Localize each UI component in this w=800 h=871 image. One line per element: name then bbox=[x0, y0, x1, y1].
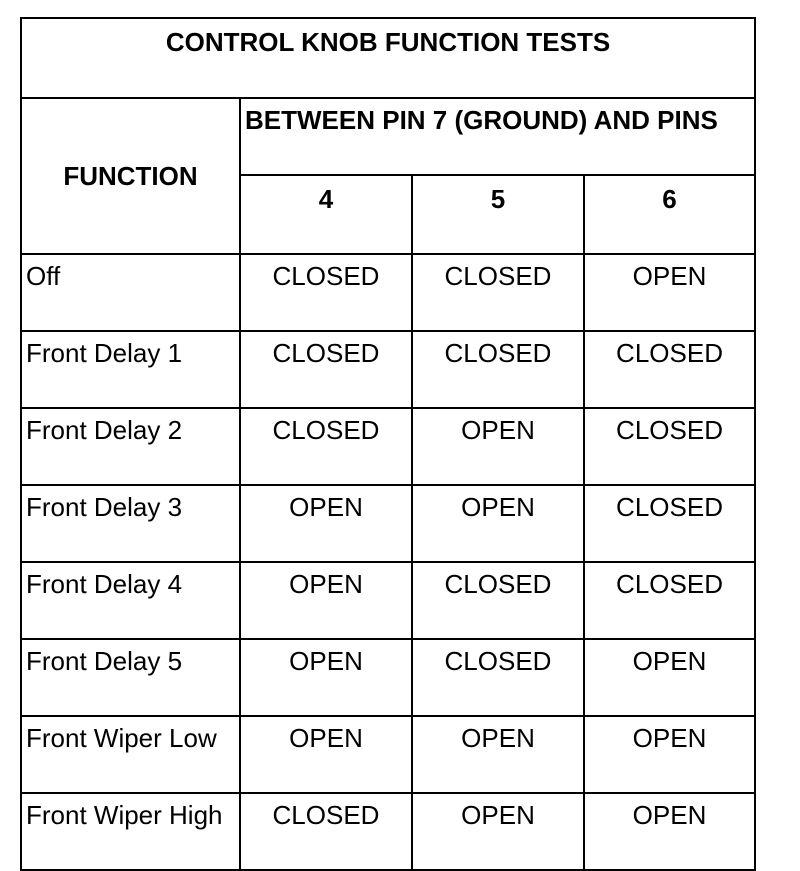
pin-6-cell: CLOSED bbox=[584, 408, 755, 485]
pin-4-cell: OPEN bbox=[240, 716, 412, 793]
header-row-1 bbox=[21, 98, 755, 175]
pin-6-cell: CLOSED bbox=[584, 485, 755, 562]
table-row bbox=[21, 716, 755, 793]
pin-6-cell: OPEN bbox=[584, 793, 755, 870]
pin-5-cell: CLOSED bbox=[412, 639, 584, 716]
pin-4-cell: OPEN bbox=[240, 485, 412, 562]
function-cell: Front Delay 4 bbox=[21, 562, 240, 639]
pin-4-cell: OPEN bbox=[240, 562, 412, 639]
title-row bbox=[21, 18, 755, 98]
table-row bbox=[21, 331, 755, 408]
pin-5-cell: OPEN bbox=[412, 716, 584, 793]
pin-6-cell: OPEN bbox=[584, 716, 755, 793]
pin-4-cell: CLOSED bbox=[240, 331, 412, 408]
pin-6-cell: OPEN bbox=[584, 254, 755, 331]
pin-5-header: 5 bbox=[412, 175, 584, 254]
function-cell: Front Delay 1 bbox=[21, 331, 240, 408]
pin-5-cell: OPEN bbox=[412, 485, 584, 562]
pin-6-header: 6 bbox=[584, 175, 755, 254]
function-cell: Front Delay 5 bbox=[21, 639, 240, 716]
table-row bbox=[21, 254, 755, 331]
pin-4-cell: OPEN bbox=[240, 639, 412, 716]
pin-4-cell: CLOSED bbox=[240, 254, 412, 331]
between-pins-header: BETWEEN PIN 7 (GROUND) AND PINS bbox=[240, 98, 755, 175]
table-row bbox=[21, 562, 755, 639]
pin-4-cell: CLOSED bbox=[240, 408, 412, 485]
pin-6-cell: OPEN bbox=[584, 639, 755, 716]
table-row bbox=[21, 639, 755, 716]
pin-5-cell: OPEN bbox=[412, 408, 584, 485]
table-row bbox=[21, 408, 755, 485]
pin-5-cell: CLOSED bbox=[412, 331, 584, 408]
pin-6-cell: CLOSED bbox=[584, 562, 755, 639]
pin-5-cell: CLOSED bbox=[412, 254, 584, 331]
control-knob-table bbox=[20, 17, 756, 871]
function-cell: Front Wiper Low bbox=[21, 716, 240, 793]
pin-5-cell: OPEN bbox=[412, 793, 584, 870]
pin-4-cell: CLOSED bbox=[240, 793, 412, 870]
function-cell: Off bbox=[21, 254, 240, 331]
function-cell: Front Delay 2 bbox=[21, 408, 240, 485]
table-row bbox=[21, 793, 755, 870]
table-title: CONTROL KNOB FUNCTION TESTS bbox=[21, 18, 755, 98]
function-cell: Front Wiper High bbox=[21, 793, 240, 870]
pin-5-cell: CLOSED bbox=[412, 562, 584, 639]
function-cell: Front Delay 3 bbox=[21, 485, 240, 562]
table-row bbox=[21, 485, 755, 562]
pin-4-header: 4 bbox=[240, 175, 412, 254]
function-header: FUNCTION bbox=[21, 98, 240, 254]
pin-6-cell: CLOSED bbox=[584, 331, 755, 408]
